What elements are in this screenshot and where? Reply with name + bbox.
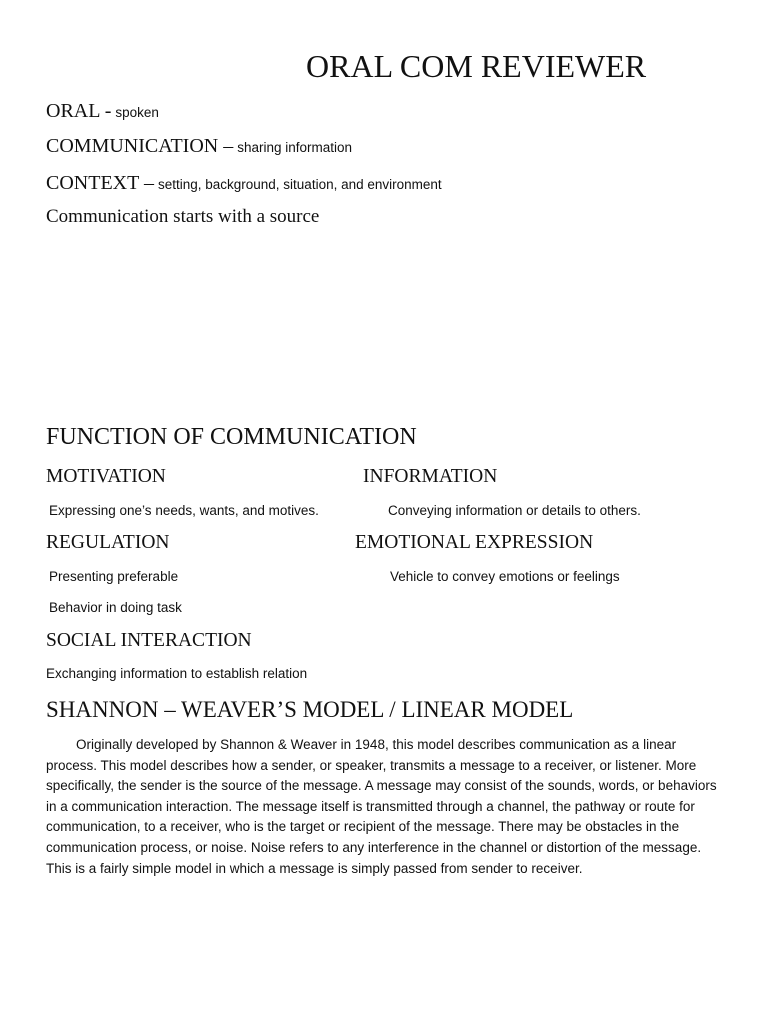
model-paragraph-text: Originally developed by Shannon & Weaver in 1948, this model describes communication as a linear process. This model describes how a sender, or speaker, transmits a message to a receiver, or listener. More specifically, the sender is the source of the message. A message may consist of the sounds, words, or behaviors in a communication interaction. The message itself is transmitted through a channel, the pathway or route for communication, to a receiver, who is the target or recipient of the message. There may be obstacles in the communication process, or noise. Noise refers to any interference in the channel or distortion of the message. This is a fairly simple model in which a message is simply passed from sender to receiver. — [46, 737, 717, 876]
function-regulation-desc-2: Behavior in doing task — [49, 600, 182, 615]
function-emotional-title: EMOTIONAL EXPRESSION — [355, 532, 594, 553]
model-paragraph — [46, 735, 726, 879]
function-regulation-title: REGULATION — [46, 532, 170, 553]
definition-term: COMMUNICATION – — [46, 135, 234, 157]
function-motivation-desc: Expressing one’s needs, wants, and motives. — [49, 503, 319, 518]
definition-oral — [46, 100, 159, 123]
definition-desc: spoken — [115, 105, 159, 120]
definition-communication — [46, 135, 352, 158]
function-information-title: INFORMATION — [363, 466, 498, 487]
definition-term: CONTEXT – — [46, 172, 154, 194]
source-line: Communication starts with a source — [46, 206, 320, 227]
page-title: ORAL COM REVIEWER — [306, 48, 647, 84]
function-emotional-desc: Vehicle to convey emotions or feelings — [390, 569, 620, 584]
function-information-desc: Conveying information or details to others. — [388, 503, 641, 518]
functions-heading: FUNCTION OF COMMUNICATION — [46, 424, 417, 450]
definition-context — [46, 172, 442, 195]
function-motivation-title: MOTIVATION — [46, 466, 166, 487]
definition-desc: sharing information — [237, 140, 353, 155]
model-heading: SHANNON – WEAVER’S MODEL / LINEAR MODEL — [46, 697, 574, 722]
function-social-desc: Exchanging information to establish relation — [46, 666, 308, 681]
definition-term: ORAL - — [46, 100, 112, 122]
function-regulation-desc-1: Presenting preferable — [49, 569, 179, 584]
definition-desc: setting, background, situation, and environment — [157, 177, 442, 192]
function-social-title: SOCIAL INTERACTION — [46, 630, 252, 651]
